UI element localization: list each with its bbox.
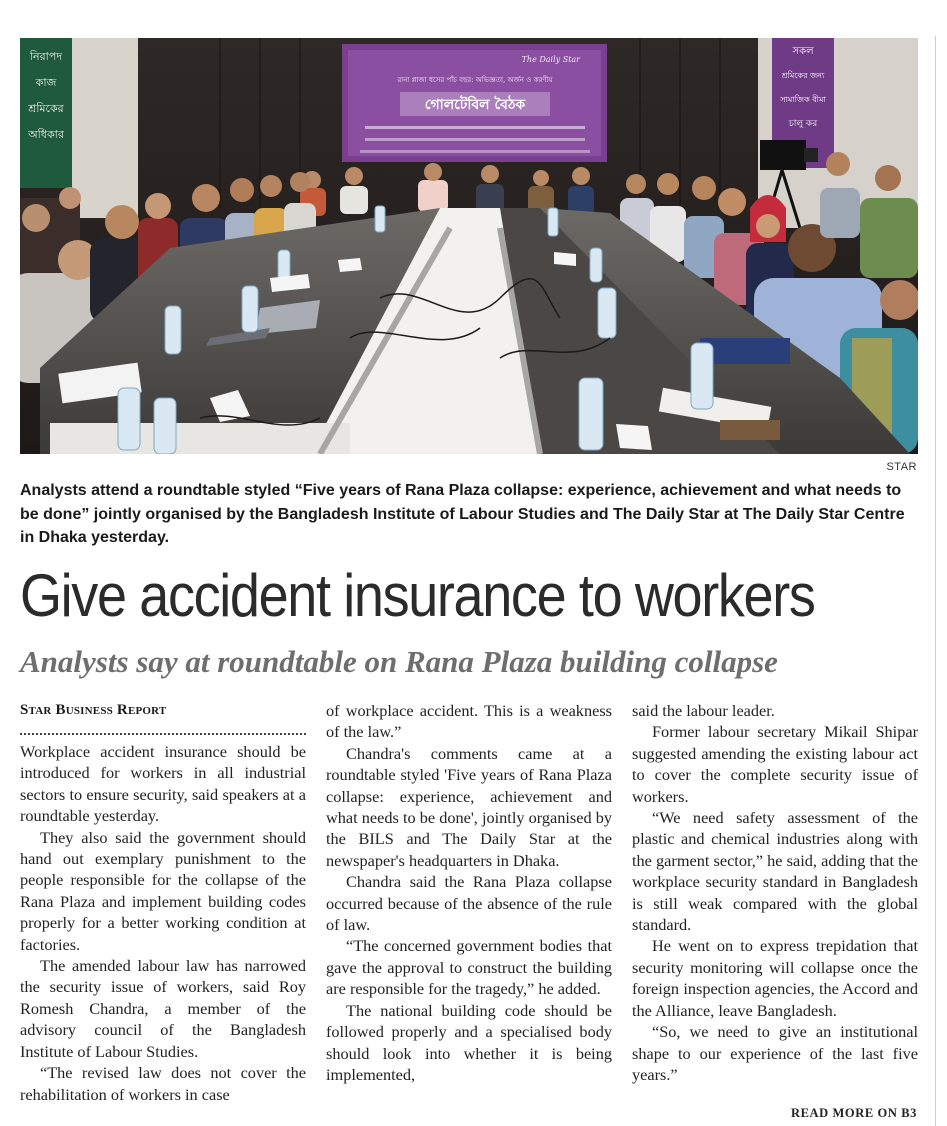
center-banner-brand: The Daily Star [521, 55, 580, 64]
right-banner-line-2: শ্রমিকের জন্য [781, 71, 825, 80]
center-banner-topline: রানা প্লাজা ধসের পাঁচ বছর: অভিজ্ঞতা, অর্জন ও করণীয় [397, 76, 553, 84]
right-banner-line-1: সকল [792, 46, 814, 57]
paragraph: “So, we need to give an institutional shape to our experience of the last five years.” [632, 1022, 918, 1084]
paragraph: said the labour leader. [632, 701, 775, 720]
left-banner-line-3: শ্রমিকের [28, 102, 64, 115]
paragraph: of workplace accident. This is a weakness of the law.” [326, 701, 612, 742]
paragraph: He went on to express trepidation that security monitoring will collapse once the foreign inspection agencies, the Accord and the Alliance, leave Bangladesh. [632, 936, 918, 1020]
paragraph: “We need safety assessment of the plastic and chemical industries along with the garment sector,” he said, adding that the workplace security standard in Bangladesh is still weak compared with the global standard. [632, 808, 918, 935]
paragraph: The amended labour law has narrowed the security issue of workers, said Roy Romesh Chandra, a member of the advisory council of the Bangladesh Institute of Labour Studies. [20, 956, 306, 1061]
paragraph: They also said the government should hand out exemplary punishment to the people responsible for the collapse of the Rana Plaza and implement building codes properly for a better working condition at factories. [20, 827, 306, 954]
center-banner [342, 44, 607, 162]
paragraph: Former labour secretary Mikail Shipar suggested amending the existing labour act to cover the complete security issue of workers. [632, 722, 918, 806]
paragraph: Workplace accident insurance should be introduced for workers in all industrial sectors to ensure security, said speakers at a roundtable yesterday. [20, 742, 306, 826]
subheadline: Analysts say at roundtable on Rana Plaza building collapse [20, 644, 778, 679]
article-column-2 [326, 700, 612, 1085]
column-rule [935, 36, 936, 1126]
right-banner-line-4: চালু কর [788, 119, 818, 129]
byline-divider [20, 720, 306, 735]
left-banner-line-4: অধিকার [28, 128, 64, 141]
byline: Star Business Report [20, 702, 167, 718]
article-column-1 [20, 700, 306, 1105]
right-banner-line-3: সামাজিক বীমা [780, 95, 826, 104]
left-banner-line-1: নিরাপদ [29, 50, 63, 63]
paragraph: Chandra's comments came at a roundtable styled 'Five years of Rana Plaza collapse: experience, achievement and what needs to be done', jointly organised by the BILS and The Daily Star at the newspaper's headquarters in Dhaka. [326, 743, 612, 870]
paragraph: Chandra said the Rana Plaza collapse occurred because of the absence of the rule of law. [326, 872, 612, 935]
photo-credit: STAR [886, 461, 917, 473]
read-more-link[interactable]: READ MORE ON B3 [790, 1106, 917, 1120]
left-banner-line-2: কাজ [35, 76, 57, 89]
paragraph: “The concerned government bodies that gave the approval to construct the building are responsible for the tragedy,” he added. [326, 936, 612, 999]
paragraph: The national building code should be followed properly and a specialised body should look into whether it is being implemented, [326, 1000, 612, 1084]
left-banner [20, 38, 72, 188]
photo-caption: Analysts attend a roundtable styled “Five years of Rana Plaza collapse: experience, achievement and what needs to be done” jointly organised by the Bangladesh Institute of Labour Studies and The Daily Star at The Daily Star Centre in Dhaka yesterday. [20, 482, 905, 546]
article-column-3 [632, 700, 918, 1085]
paragraph: “The revised law does not cover the rehabilitation of workers in case [20, 1063, 306, 1104]
headline: Give accident insurance to workers [20, 562, 815, 629]
center-banner-title: গোলটেবিল বৈঠক [424, 97, 526, 113]
roundtable-photo [20, 38, 918, 454]
